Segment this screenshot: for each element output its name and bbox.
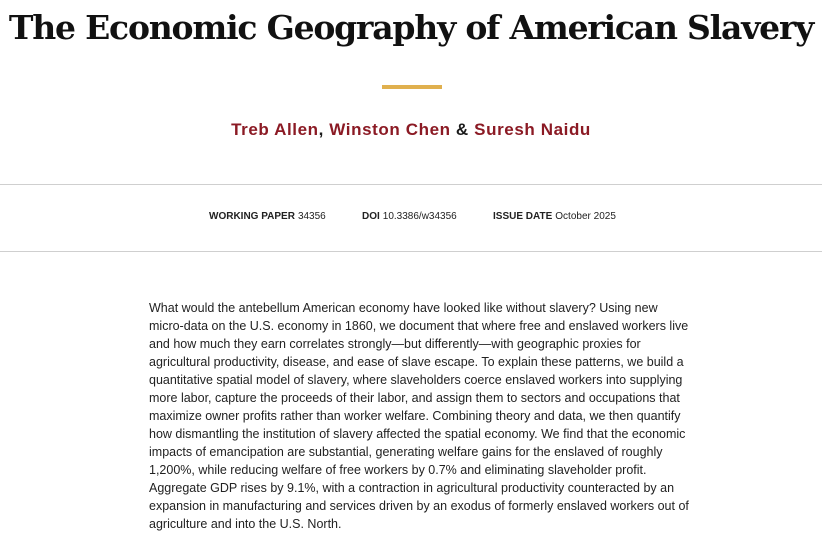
issue-date-label: ISSUE DATE: [493, 211, 553, 222]
top-divider: [0, 184, 822, 185]
author-separator: ,: [318, 120, 330, 139]
working-paper-info: [209, 211, 326, 222]
author-link-naidu[interactable]: Suresh Naidu: [474, 120, 591, 139]
issue-date-info: [493, 211, 616, 222]
doi-info: [362, 211, 457, 222]
abstract-text: What would the antebellum American economy have looked like without slavery? Using new micro-data on the U.S. economy in 1860, we document that where free and enslaved workers live and how much they earn correlates strongly—but differently—with geographic proxies for agricultural productivity, disease, and ease of slave escape. To explain these patterns, we build a quantitative spatial model of slavery, where slaveholders coerce enslaved workers into supplying more labor, capture the proceeds of their labor, and assign them to sectors and occupations that maximize owner profits rather than worker welfare. Combining theory and data, we then quantify how dismantling the institution of slavery affected the spatial economy. We find that the economic impacts of emancipation are substantial, generating welfare gains for the enslaved of roughly 1,200%, while reducing welfare of free workers by 0.7% and eliminating slaveholder profit. Aggregate GDP rises by 9.1%, with a contraction in agricultural productivity counteracted by an expansion in manufacturing and services driven by an exodus of formerly enslaved workers out of agriculture and into the U.S. North.: [149, 301, 689, 531]
author-link-allen[interactable]: Treb Allen: [231, 120, 319, 139]
doi-value: 10.3386/w34356: [382, 211, 457, 222]
title-accent-rule: [382, 85, 442, 89]
working-paper-number: 34356: [297, 211, 326, 222]
paper-title: The Economic Geography of American Slavery: [8, 8, 814, 47]
bottom-divider: [0, 251, 822, 252]
working-paper-label: WORKING PAPER: [209, 211, 295, 222]
author-link-chen[interactable]: Winston Chen: [329, 120, 451, 139]
doi-label: DOI: [362, 211, 380, 222]
author-list: [0, 120, 822, 140]
author-separator: &: [450, 120, 475, 139]
issue-date-value: October 2025: [555, 211, 616, 222]
